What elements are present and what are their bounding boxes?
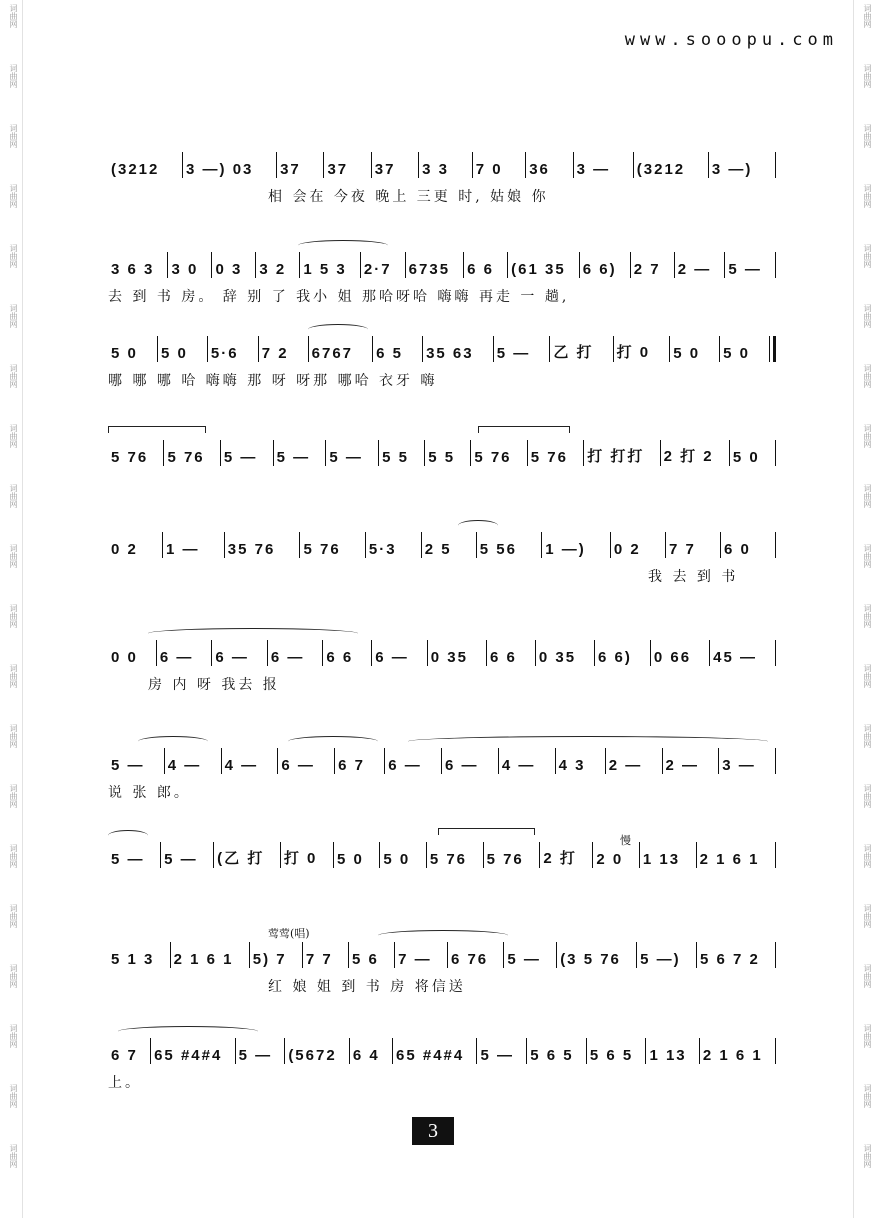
measure: 乙 打 [553, 344, 594, 361]
tempo-slow-mark: 慢 [620, 834, 631, 847]
measure: 0 0 [111, 649, 138, 666]
barline [775, 252, 776, 278]
measure: 6 6 [326, 649, 354, 666]
slur-arc [118, 1026, 258, 1037]
measure: 6767 [311, 345, 354, 362]
measure: 6 76 [450, 951, 489, 968]
measure: 5 — [223, 449, 258, 466]
watermark-text: 词曲网 [863, 784, 872, 808]
measure: (3 5 76 [560, 951, 621, 968]
measure: 1 —) [545, 541, 586, 558]
measure: 5 6 5 [589, 1047, 634, 1064]
watermark-text: 词曲网 [863, 304, 872, 328]
measure: 6 6 [489, 649, 517, 666]
measure: 7 7 [305, 951, 333, 968]
measure: 2 1 6 1 [702, 1047, 763, 1064]
measure: 6 — [388, 757, 422, 774]
measure: 5 — [238, 1047, 273, 1064]
measure: 37 [374, 161, 396, 178]
watermark-text: 词曲网 [863, 964, 872, 988]
measure: 0 3 [215, 261, 243, 278]
watermark-text: 词曲网 [863, 1084, 872, 1108]
slur-arc [308, 324, 368, 335]
notation-line [108, 336, 776, 362]
repeat-bracket [438, 828, 535, 835]
measure: 2 打 2 [663, 448, 714, 465]
measure: 2·7 [363, 261, 392, 278]
watermark-text: 词曲网 [9, 544, 18, 568]
measure: 5 5 [428, 449, 456, 466]
measure: 5 — [728, 261, 762, 278]
measure: 7 7 [668, 541, 696, 558]
measure: 65 #4#4 [154, 1047, 223, 1064]
measure: 5 76 [474, 449, 512, 466]
notation-line [108, 440, 776, 466]
barline [769, 336, 776, 362]
measure: 6 5 [376, 345, 403, 362]
measure: 0 2 [613, 541, 641, 558]
measure: 6 — [270, 649, 305, 666]
measure: 3 0 [171, 261, 199, 278]
watermark-text: 词曲网 [9, 484, 18, 508]
measure: 5·6 [210, 345, 239, 362]
slur-arc [458, 520, 498, 531]
watermark-text: 词曲网 [9, 304, 18, 328]
lyrics-line: 相 会在 今夜 晚上 三更 时, 姑娘 你 [268, 189, 549, 205]
measure: 3 3 [422, 161, 450, 178]
watermark-text: 词曲网 [9, 664, 18, 688]
measure: 0 2 [111, 541, 138, 558]
measure: 65 #4#4 [396, 1047, 465, 1064]
measure: 5 — [496, 345, 531, 362]
measure: 3 —) 03 [186, 161, 254, 178]
watermark-text: 词曲网 [9, 724, 18, 748]
watermark-text: 词曲网 [863, 904, 872, 928]
watermark-text: 词曲网 [9, 904, 18, 928]
measure: 7 2 [261, 345, 289, 362]
measure: 37 [280, 161, 301, 178]
singer-label: 莺莺(唱) [268, 927, 310, 940]
measure: 1 5 3 [303, 261, 347, 278]
barline [775, 1038, 776, 1064]
measure: (3212 [636, 161, 686, 178]
measure: 6 6) [582, 261, 617, 278]
watermark-text: 词曲网 [9, 244, 18, 268]
watermark-text: 词曲网 [863, 64, 872, 88]
measure: 4 — [224, 757, 259, 774]
measure: (5672 [288, 1047, 337, 1064]
measure: 5 6 5 [530, 1047, 574, 1064]
watermark-text: 词曲网 [863, 844, 872, 868]
slur-arc [408, 736, 768, 747]
lyrics-line: 去 到 书 房。 辞 别 了 我小 姐 那哈呀哈 嗨嗨 再走 一 趟, [108, 289, 570, 305]
barline [775, 532, 776, 558]
watermark-text: 词曲网 [863, 664, 872, 688]
measure: 5 — [329, 449, 363, 466]
measure: 4 — [501, 757, 536, 774]
notation-line [108, 942, 776, 968]
notation-line [108, 640, 776, 666]
measure: 0 66 [653, 649, 692, 666]
watermark-text: 词曲网 [863, 1144, 872, 1168]
measure: 打 0 [283, 850, 318, 867]
measure: 45 — [713, 649, 757, 666]
measure: 5 76 [486, 851, 524, 868]
measure: 1 13 [649, 1047, 687, 1064]
measure: 6 7 [338, 757, 365, 774]
measure: 2 7 [633, 261, 661, 278]
notation-line [108, 252, 776, 278]
barline [775, 942, 776, 968]
slur-arc [108, 830, 148, 841]
watermark-text: 词曲网 [9, 604, 18, 628]
measure: 5 0 [723, 345, 750, 362]
watermark-text: 词曲网 [9, 1024, 18, 1048]
notation-line [108, 748, 776, 774]
measure: 7 — [398, 951, 432, 968]
measure: 5 76 [429, 851, 468, 868]
measure: 2 1 6 1 [699, 851, 760, 868]
measure: 35 76 [227, 541, 276, 558]
measure: 5 0 [673, 345, 701, 362]
measure: 0 35 [538, 649, 577, 666]
measure: 5 0 [383, 851, 411, 868]
measure: 6 — [215, 649, 249, 666]
slur-arc [378, 930, 508, 941]
measure: 6 — [159, 649, 194, 666]
repeat-bracket [478, 426, 570, 433]
measure: 5 — [507, 951, 541, 968]
measure: 5 0 [111, 345, 138, 362]
measure: (乙 打 [217, 850, 265, 867]
watermark-text: 词曲网 [9, 4, 18, 28]
measure: 6 0 [723, 541, 751, 558]
measure: 1 13 [642, 851, 681, 868]
measure: 6 — [281, 757, 315, 774]
watermark-text: 词曲网 [9, 184, 18, 208]
barline [775, 152, 776, 178]
notation-line [108, 842, 776, 868]
watermark-text: 词曲网 [863, 124, 872, 148]
measure: 5 — [111, 757, 145, 774]
watermark-text: 词曲网 [863, 4, 872, 28]
measure: 5·3 [368, 541, 397, 558]
measure: 2 0 [596, 851, 624, 868]
notation-line [108, 1038, 776, 1064]
measure: (61 35 [511, 261, 566, 278]
watermark-text: 词曲网 [863, 424, 872, 448]
measure: 4 — [167, 757, 202, 774]
measure: 37 [327, 161, 349, 178]
lyrics-line: 说 张 郎。 [108, 785, 191, 801]
watermark-text: 词曲网 [9, 124, 18, 148]
measure: 3 —) [711, 161, 753, 178]
watermark-text: 词曲网 [863, 544, 872, 568]
watermark-text: 词曲网 [9, 1084, 18, 1108]
measure: 5 5 [382, 449, 409, 466]
lyrics-line: 红 娘 姐 到 书 房 将信送 [268, 979, 466, 995]
barline [775, 748, 776, 774]
lyrics-line: 哪 哪 哪 哈 嗨嗨 那 呀 呀那 哪哈 衣牙 嗨 [108, 373, 438, 389]
watermark-text: 词曲网 [863, 724, 872, 748]
measure: 6 4 [352, 1047, 380, 1064]
watermark-text: 词曲网 [9, 844, 18, 868]
barline [775, 640, 776, 666]
measure: 3 — [722, 757, 756, 774]
measure: 2 打 [543, 850, 577, 867]
watermark-text: 词曲网 [9, 964, 18, 988]
measure: 2 5 [424, 541, 452, 558]
measure: 5 0 [732, 449, 760, 466]
measure: 5 6 7 2 [699, 951, 760, 968]
page-number: 3 [412, 1117, 454, 1145]
measure: 6 — [375, 649, 409, 666]
watermark-text: 词曲网 [9, 364, 18, 388]
measure: 5 76 [111, 449, 149, 466]
slur-arc [298, 240, 388, 251]
measure: 3 2 [259, 261, 287, 278]
measure: 打 打打 [587, 448, 645, 465]
measure: 2 — [677, 261, 712, 278]
watermark-text: 词曲网 [863, 604, 872, 628]
measure: 6 6) [598, 649, 632, 666]
notation-line [108, 532, 776, 558]
measure: 2 — [665, 757, 700, 774]
measure: 3 6 3 [111, 261, 155, 278]
watermark-text: 词曲网 [863, 364, 872, 388]
lyrics-line: 房 内 呀 我去 报 [148, 677, 280, 693]
measure: 1 — [166, 541, 200, 558]
measure: 5 — [111, 851, 145, 868]
barline [775, 842, 776, 868]
measure: 6 7 [111, 1047, 138, 1064]
watermark-text: 词曲网 [9, 64, 18, 88]
measure: 6 — [445, 757, 479, 774]
measure: 5 — [164, 851, 198, 868]
measure: 5 — [480, 1047, 514, 1064]
notation-line [108, 152, 776, 178]
measure: 5) 7 [252, 951, 287, 968]
measure: 6735 [408, 261, 451, 278]
measure: 2 — [608, 757, 643, 774]
slur-arc [148, 628, 358, 639]
watermark-text: 词曲网 [863, 1024, 872, 1048]
measure: 5 0 [160, 345, 188, 362]
measure: 5 — [276, 449, 311, 466]
lyrics-line: 我 去 到 书 [648, 569, 739, 585]
measure: 5 76 [167, 449, 205, 466]
measure: 打 0 [616, 344, 651, 361]
measure: 5 0 [336, 851, 364, 868]
slur-arc [288, 736, 378, 747]
measure: (3212 [111, 161, 160, 178]
measure: 35 63 [426, 345, 474, 362]
measure: 5 76 [530, 449, 568, 466]
measure: 7 0 [475, 161, 503, 178]
slur-arc [138, 736, 208, 747]
measure: 3 — [576, 161, 611, 178]
repeat-bracket [108, 426, 206, 433]
watermark-text: 词曲网 [863, 184, 872, 208]
watermark-text: 词曲网 [9, 1144, 18, 1168]
measure: 0 35 [430, 649, 468, 666]
measure: 36 [529, 161, 550, 178]
measure: 5 —) [640, 951, 681, 968]
measure: 2 1 6 1 [173, 951, 234, 968]
measure: 6 6 [467, 261, 495, 278]
watermark-text: 词曲网 [9, 784, 18, 808]
measure: 5 56 [479, 541, 517, 558]
site-url: www.sooopu.com [624, 30, 838, 50]
watermark-text: 词曲网 [9, 424, 18, 448]
barline [775, 440, 776, 466]
measure: 5 1 3 [111, 951, 155, 968]
measure: 5 6 [352, 951, 379, 968]
watermark-text: 词曲网 [863, 244, 872, 268]
measure: 5 76 [303, 541, 341, 558]
watermark-text: 词曲网 [863, 484, 872, 508]
lyrics-line: 上。 [108, 1075, 142, 1091]
measure: 4 3 [558, 757, 586, 774]
